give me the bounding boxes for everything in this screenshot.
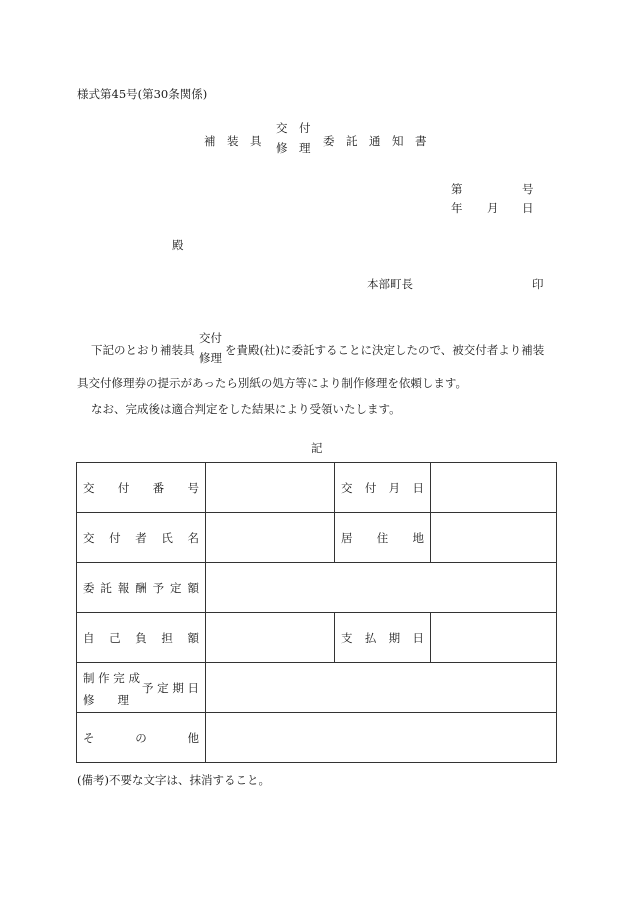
label-other: そ の 他 xyxy=(77,713,206,763)
body-p2: なお、完成後は適合判定をした結果により受領いたします。 xyxy=(91,402,401,416)
issuer-seal: 印 xyxy=(532,277,544,291)
table-row xyxy=(77,613,557,663)
label-self-pay: 自 己 負 担 額 xyxy=(77,613,206,663)
table-row xyxy=(77,663,557,713)
label-completion-right: 予 定 期 日 xyxy=(142,680,199,695)
body-p1-stack xyxy=(199,328,222,368)
label-payment-date: 支 払 期 日 xyxy=(335,613,431,663)
body-p1-line2: 具交付修理券の提示があったら別紙の処方等により制作修理を依頼します。 xyxy=(77,376,467,390)
number-suffix: 号 xyxy=(522,182,534,196)
field-residence[interactable] xyxy=(431,513,557,563)
label-issue-date: 交 付 月 日 xyxy=(335,463,431,513)
title-stack-bottom: 修 理 xyxy=(276,141,311,155)
table-row xyxy=(77,563,557,613)
title-stack-top: 交 付 xyxy=(276,121,311,135)
field-other[interactable] xyxy=(206,713,557,763)
title-left: 補 装 具 xyxy=(204,134,262,148)
form-number: 様式第45号(第30条関係) xyxy=(77,87,208,101)
number-prefix: 第 xyxy=(451,182,463,196)
field-recipient-name[interactable] xyxy=(206,513,335,563)
title-right: 委 託 通 知 書 xyxy=(323,134,427,148)
label-issue-number: 交 付 番 号 xyxy=(77,463,206,513)
label-completion-bottom: 修 理 xyxy=(83,692,129,707)
issuer-name: 本部町長 xyxy=(367,277,413,291)
label-completion-top: 制 作 完 成 xyxy=(83,670,140,685)
details-table xyxy=(76,462,557,763)
body-p1-stack-top: 交付 xyxy=(199,331,222,345)
label-recipient-name: 交 付 者 氏 名 xyxy=(77,513,206,563)
label-completion-date xyxy=(77,663,206,713)
date-year: 年 xyxy=(451,201,463,215)
table-row xyxy=(77,713,557,763)
body-p1-before: 下記のとおり補装具 xyxy=(91,343,195,357)
table-row xyxy=(77,513,557,563)
field-commission-fee[interactable] xyxy=(206,563,557,613)
title-stack xyxy=(276,118,311,158)
field-issue-number[interactable] xyxy=(206,463,335,513)
label-residence: 居 住 地 xyxy=(335,513,431,563)
date-month: 月 xyxy=(487,201,499,215)
ki-heading: 記 xyxy=(311,441,323,455)
remarks-note: (備考)不要な文字は、抹消すること。 xyxy=(77,773,270,787)
date-day: 日 xyxy=(522,201,534,215)
body-p1-after: を貴殿(社)に委託することに決定したので、被交付者より補装 xyxy=(225,343,545,357)
field-payment-date[interactable] xyxy=(431,613,557,663)
field-completion-date[interactable] xyxy=(206,663,557,713)
addressee-suffix: 殿 xyxy=(172,238,184,252)
table-row xyxy=(77,463,557,513)
body-p1-stack-bottom: 修理 xyxy=(199,351,222,365)
label-commission-fee: 委 託 報 酬 予 定 額 xyxy=(77,563,206,613)
field-self-pay[interactable] xyxy=(206,613,335,663)
field-issue-date[interactable] xyxy=(431,463,557,513)
